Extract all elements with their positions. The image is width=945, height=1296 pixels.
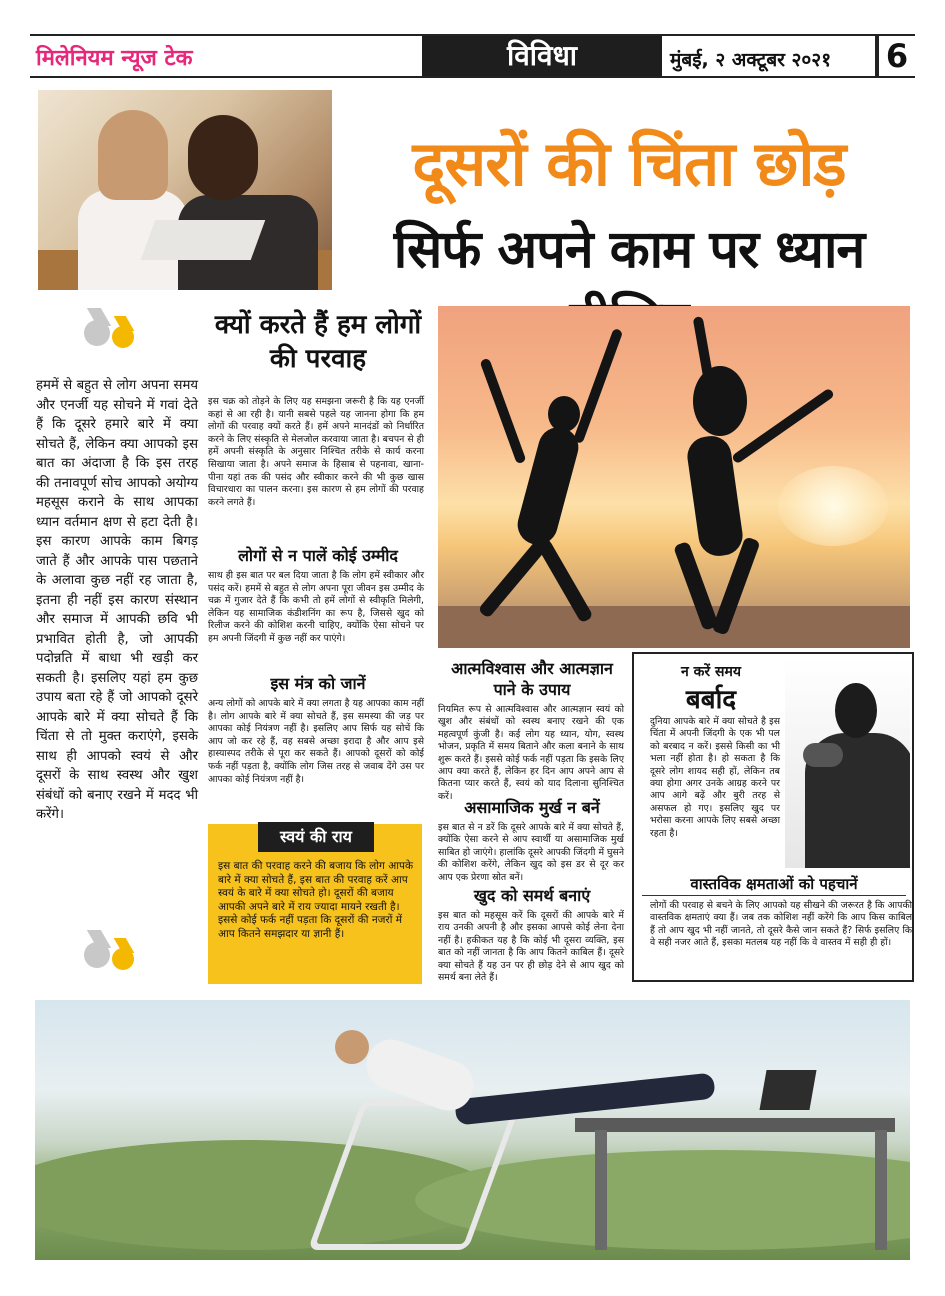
section3-body: अन्य लोगों को आपके बारे में क्या लगता है यह आपका काम नहीं है। लोग आपके बारे में क्या सोचते हैं, इस समस्या की जड़ पर आपका कोई नियंत्रण नहीं है। इसलिए आप सिर्फ यह सोचें कि आप जो कर रहे हैं, वह सबसे अच्छा इरादा है और आप इसे हास्यास्पद तरीके से पूरा कर सकते हैं। आपको दूसरों को कोई फर्क नहीं पड़ता है, क्योंकि लोग जिस तरह से जवाब देंगे उस पर आपका कोई नियंत्रण नहीं है। (208, 698, 424, 785)
section6-title: खुद को समर्थ बनाएं (473, 886, 591, 905)
photo-ground (438, 606, 910, 648)
section5-title: असामाजिक मुर्ख न बनें (464, 798, 600, 817)
photo-thinking-man (785, 658, 910, 868)
photo-desk (575, 1118, 895, 1132)
opinion-box-body: इस बात की परवाह करने की बजाय कि लोग आपके बारे में क्या सोचते हैं, इस बात की परवाह करें आप स्वयं के बारे में क्या सोचते हो। दूसरों की बजाय आपकी अपने बारे में राय ज्यादा मायने रखती है। इससे कोई फर्क नहीं पड़ता कि दूसरों की नजरों में आप कितने समझदार या ज्ञानी हैं। (218, 860, 414, 940)
section2-body: साथ ही इस बात पर बल दिया जाता है कि लोग हमें स्वीकार और पसंद करें। हममें से बहुत से लोग अपना पूरा जीवन इस उम्मीद के चक्र में गुजार देते हैं कि कभी तो हमें लोगों से स्वीकृति मिलेगी, लेकिन यह सामाजिक कंडीशनिंग का रूप है, जिससे खुद को रिलीज करने की कोशिश करनी चाहिए, क्योंकि ऐसा सोचने पर हम अपनी जिंदगी में कुछ नहीं कर पाएंगे। (208, 570, 424, 644)
quote-grey-mark (84, 320, 110, 346)
quote-yellow-mark (112, 948, 134, 970)
section7-body: दुनिया आपके बारे में क्या सोचते है इस चिंता में अपनी जिंदगी के एक भी पल को बरबाद न करें। इससे किसी का भी भला नहीं होता है। हो सकता है कि दूसरे लोग शायद सही हों, लेकिन तब क्या होगा अगर उनके आग्रह करने पर आप आगे बढ़ें और बुरी तरह से असफल हो गए। इसलिए खुद पर भरोसा करना आपके लिए सबसे अच्छा रहता है। (650, 716, 780, 839)
silhouette-1-arm (573, 328, 623, 444)
headline-line-2: सिर्फ अपने काम पर ध्यान (393, 220, 865, 280)
photo-sun (778, 466, 888, 546)
photo-desk-leg (595, 1130, 607, 1250)
photo-laptop (141, 220, 266, 260)
brand-name: मिलेनियम न्यूज टेक (36, 46, 193, 71)
photo-girl-head (98, 110, 168, 200)
photo-man-hand (803, 743, 843, 767)
section7-title-small: न करें समय (681, 664, 741, 680)
silhouette-1-body (513, 423, 583, 549)
section-title: विविधा (422, 36, 662, 76)
headline-line-1: दूसरों की चिंता छोड़ (412, 127, 846, 200)
dateline: मुंबई, २ अक्टूबर २०२१ (670, 49, 832, 71)
silhouette-1-head (548, 396, 580, 432)
section5-body: इस बात से न डरें कि दूसरे आपके बारे में क्या सोचते हैं, क्योंकि ऐसा करने से आप स्वार्थी या असामाजिक मुर्ख साबित हो जाएंगे। हालांकि दूसरे आपकी जिंदगी में घुसने की कोशिश करेंगे, लेकिन खुद को इस डर से दूर कर आप एक प्रेरणा स्रोत बनें। (438, 822, 624, 883)
intro-text: हममें से बहुत से लोग अपना समय और एनर्जी यह सोचने में गवां देते हैं कि दूसरे हमारे बारे में क्या सोचते हैं, लेकिन क्या आपको इस बात का अंदाजा है कि इस तरह की तनावपूर्ण सोच आपको अयोग्य महसूस कराने के साथ आपका ध्यान वर्तमान क्षण से हटा देती है। इस कारण आपके काम बिगड़ जाते हैं और आपके पास पछताने के अलावा कुछ नहीं रह जाता है, इतना ही नहीं इस कारण संस्थान और समाज में आपकी छवि भी प्रभावित होती है, जो आपकी पदोन्नति में बाधा भी खड़ी कर सकती है। इसलिए यहां हम कुछ उपाय बता रहे हैं जो आपको दूसरे आपके बारे में क्या सोचते हैं कि चिंता से तो मुक्त कराएंगे, इसके साथ ही आपको स्वयं से और दूसरों के साथ स्वस्थ और खुश संबंधों को बनाए रखने में मदद भी करेंगे। (36, 378, 198, 822)
quote-close-icon (84, 934, 144, 984)
masthead (30, 34, 915, 78)
photo-relaxing-man (35, 1000, 910, 1260)
section4-title: आत्मविश्वास और आत्मज्ञान पाने के उपाय (451, 659, 613, 699)
photo-man-head (835, 683, 877, 738)
section4-body: नियमित रूप से आत्मविश्वास और आत्मज्ञान स्वयं को खुश और संबंधों को स्वस्थ बनाए रखने की एक महत्वपूर्ण कुंजी है। कई लोग यह ध्यान, योग, स्वस्थ भोजन, प्रकृति में समय बिताने और कला बनाने के साथ शुरू करते हैं। इससे कोई फर्क नहीं पड़ता कि इसके लिए आप क्या करते हैं, लेकिन हर दिन आप अपने आप से कितना प्यार करते हैं, स्वयं को याद दिलाना सुनिश्चित करें। (438, 704, 624, 802)
photo-desk-leg (875, 1130, 887, 1250)
section1-title: क्यों करते हैं हम लोगों की परवाह (214, 310, 422, 374)
section2-title: लोगों से न पालें कोई उम्मीद (238, 546, 398, 565)
quote-open-icon (84, 312, 144, 362)
section1-body: इस चक्र को तोड़ने के लिए यह समझना जरूरी है कि यह एनर्जी कहां से आ रही है। यानी सबसे पहले यह जानना होगा कि हम लोगों की परवाह क्यों करते हैं। हमें अपने मानदंडों को निर्धारित करने के लिए संस्कृति से मेलजोल करवाया जाता है। बचपन से ही हमें अपनी संस्कृति के अनुसार निश्चित तरीके से कार्य करना सिखाया जाता है। अपने समाज के हिसाब से पहनावा, खाना-पीना यहां तक की पसंद और स्वीकार करने की भी कुछ खास विचारधारा का पालन करना। इस कारण से हम लोगों की परवाह करने लगते हैं। (208, 396, 424, 508)
photo-jumping-silhouettes (438, 306, 910, 648)
opinion-box (208, 824, 422, 984)
quote-yellow-mark (112, 326, 134, 348)
section3-title: इस मंत्र को जानें (270, 674, 366, 693)
section8-title: वास्तविक क्षमताओं को पहचानें (642, 872, 906, 896)
silhouette-2-head (693, 366, 747, 436)
photo-man-head (335, 1030, 369, 1064)
silhouette-1-arm (479, 358, 526, 465)
quote-grey-mark (84, 942, 110, 968)
photo-laptop (759, 1070, 816, 1110)
section6-body: इस बात को महसूस करें कि दूसरों की आपके बारे में राय उनकी अपनी है और इसका आपसे कोई लेना देना नहीं है। हकीकत यह है कि कोई भी दूसरा व्यक्ति, इस बात को नहीं जानता है कि आप कितने काबिल हैं। दूसरे क्या सोचते हैं यह उन पर ही छोड़ देने से आप खुद को समर्थ बना लेते हैं। (438, 910, 624, 984)
section8-body: लोगों की परवाह से बचने के लिए आपको यह सीखने की जरूरत है कि आपकी वास्तविक क्षमताएं क्या हैं। जब तक कोशिश नहीं करेंगे कि आप किस काबिल हैं तो आप खुद भी नहीं जानते, तो दूसरे कैसे जान सकते हैं? सिर्फ इसलिए कि वे सही नजर आते हैं, इसका मतलब यह नहीं कि वे वास्तव में सही ही हों। (650, 900, 912, 949)
page-number: 6 (875, 36, 915, 76)
section7-title-big: बर्बाद (685, 685, 737, 715)
opinion-box-title: स्वयं की राय (258, 822, 374, 852)
photo-woman-head (188, 115, 258, 200)
photo-mother-daughter (38, 90, 332, 290)
